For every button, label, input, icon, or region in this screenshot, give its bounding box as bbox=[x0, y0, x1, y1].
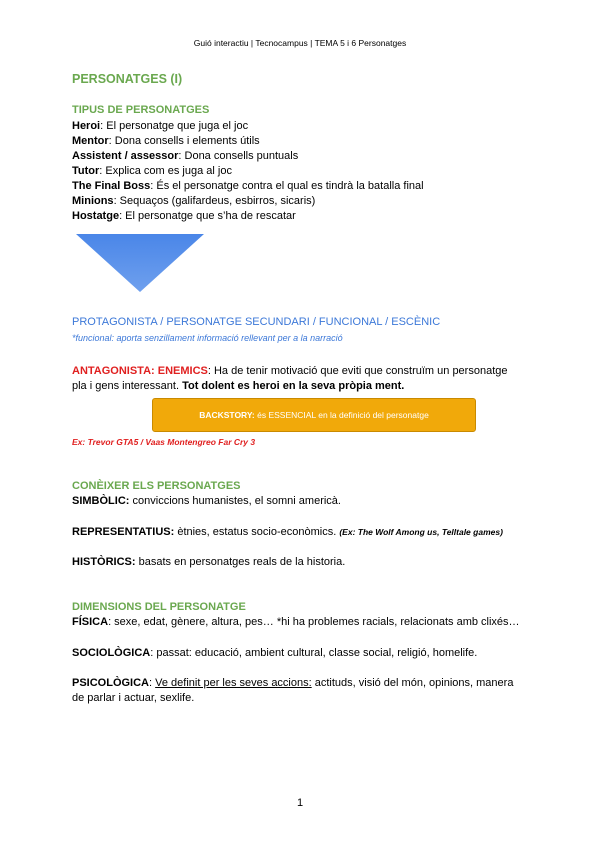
example: (Ex: The Wolf Among us, Telltale games) bbox=[339, 527, 503, 537]
term: HISTÒRICS: bbox=[72, 556, 136, 568]
funcional-note: *funcional: aporta senzillament informació rellevant per a la narració bbox=[72, 333, 343, 343]
term: REPRESENTATIUS: bbox=[72, 526, 175, 538]
representatius-line bbox=[72, 526, 503, 538]
desc: : Dona consells puntuals bbox=[178, 150, 299, 162]
antagonista-label: ANTAGONISTA: ENEMICS bbox=[72, 365, 208, 377]
page-header: Guió interactiu | Tecnocampus | TEMA 5 i 6 Personatges bbox=[193, 38, 407, 48]
list-item bbox=[72, 180, 424, 192]
desc: : sexe, edat, gènere, altura, pes… *hi ha problemes racials, relacionats amb clixés… bbox=[108, 616, 520, 628]
backstory-banner bbox=[152, 398, 476, 432]
triangle-shape bbox=[76, 234, 204, 292]
historics-line bbox=[72, 556, 345, 568]
page-number: 1 bbox=[296, 797, 304, 809]
term: Mentor bbox=[72, 135, 109, 147]
desc: : Sequaços (galifardeus, esbirros, sicaris) bbox=[113, 195, 316, 207]
banner-text: és ESSENCIAL en la definició del personatge bbox=[254, 410, 429, 420]
desc: basats en personatges reals de la historia. bbox=[135, 556, 346, 568]
antagonista-bold: Tot dolent es heroi en la seva pròpia ment. bbox=[182, 380, 405, 392]
desc: : El personatge que juga el joc bbox=[100, 120, 249, 132]
desc: actituds, visió del món, opinions, manera bbox=[311, 677, 514, 689]
desc: : passat: educació, ambient cultural, classe social, religió, homelife. bbox=[150, 647, 478, 659]
desc: : El personatge que s’ha de rescatar bbox=[119, 210, 296, 222]
sociologica-line bbox=[72, 647, 477, 659]
term: The Final Boss bbox=[72, 180, 151, 192]
term: Hostatge bbox=[72, 210, 120, 222]
desc: : Explica com es juga al joc bbox=[99, 165, 232, 177]
antagonista-line-1 bbox=[72, 365, 508, 377]
term: Heroi bbox=[72, 120, 101, 132]
page-title: PERSONATGES (I) bbox=[72, 72, 183, 86]
list-item bbox=[72, 150, 298, 162]
list-item bbox=[72, 120, 248, 132]
section-heading-dimensions: DIMENSIONS DEL PERSONATGE bbox=[72, 601, 246, 613]
psicologica-line-2: de parlar i actuar, sexlife. bbox=[72, 692, 195, 704]
section-heading-coneixer: CONÈIXER ELS PERSONATGES bbox=[72, 480, 241, 492]
simbolic-line bbox=[72, 495, 341, 507]
desc: : Dona consells i elements útils bbox=[108, 135, 260, 147]
desc: : És el personatge contra el qual es tindrà la batalla final bbox=[150, 180, 424, 192]
term: Tutor bbox=[72, 165, 100, 177]
term: Minions bbox=[72, 195, 114, 207]
sep: : bbox=[149, 677, 156, 689]
list-item bbox=[72, 210, 296, 222]
term: PSICOLÒGICA bbox=[72, 677, 150, 689]
antagonista-example: Ex: Trevor GTA5 / Vaas Montengreo Far Cry 3 bbox=[72, 437, 256, 447]
psicologica-line-1 bbox=[72, 677, 513, 689]
underlined-phrase: Ve definit per les seves accions: bbox=[155, 677, 312, 689]
antagonista-text: : Ha de tenir motivació que eviti que construïm un personatge bbox=[207, 365, 508, 377]
banner-label: BACKSTORY: bbox=[199, 410, 255, 420]
protagonista-line: PROTAGONISTA / PERSONATGE SECUNDARI / FUNCIONAL / ESCÈNIC bbox=[72, 316, 441, 328]
list-item bbox=[72, 165, 232, 177]
term: FÍSICA bbox=[72, 616, 109, 628]
list-item bbox=[72, 195, 315, 207]
term: SOCIOLÒGICA bbox=[72, 647, 151, 659]
term: SIMBÒLIC: bbox=[72, 495, 130, 507]
desc: conviccions humanistes, el somni americà. bbox=[129, 495, 341, 507]
antagonista-text-2: pla i gens interessant. bbox=[72, 380, 183, 392]
list-item bbox=[72, 135, 260, 147]
desc: ètnies, estatus socio-econòmics. bbox=[174, 526, 340, 538]
fisica-line bbox=[72, 616, 520, 628]
section-heading-tipus: TIPUS DE PERSONATGES bbox=[72, 104, 210, 116]
term: Assistent / assessor bbox=[72, 150, 179, 162]
antagonista-line-2 bbox=[72, 380, 404, 392]
